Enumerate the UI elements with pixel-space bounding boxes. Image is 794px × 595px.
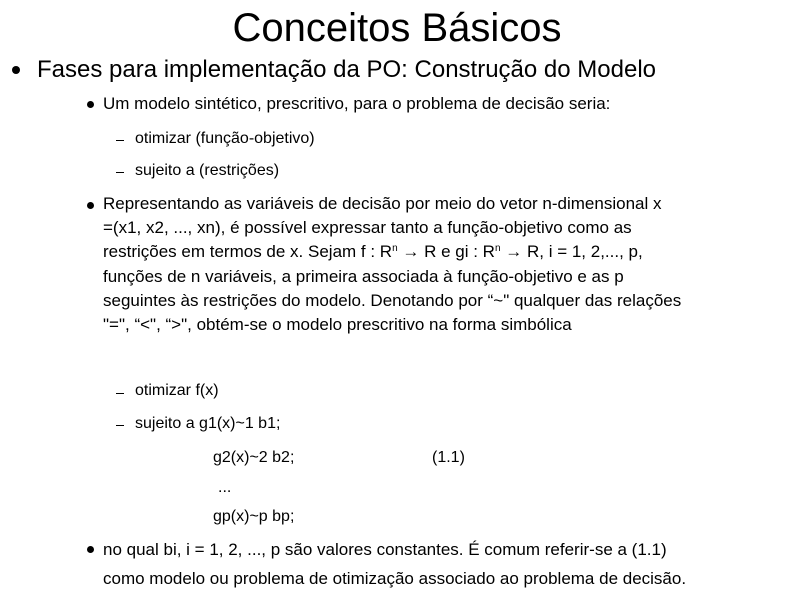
closing-line: como modelo ou problema de otimização associado ao problema de decisão. [103,569,687,588]
superscript: n [392,243,398,255]
dash-icon [116,425,124,426]
dash-icon [116,140,124,141]
closing-line: no qual bi, i = 1, 2, ..., p são valores constantes. É comum referir-se a (1.1) [103,540,667,559]
bullet-icon [87,101,94,108]
model-constraint-2: g2(x)~2 b2; [213,449,295,466]
level1-heading: Fases para implementação da PO: Construção do Modelo [37,56,656,83]
paragraph-line: seguintes às restrições do modelo. Denotando por “~" qualquer das relações [103,290,682,310]
model-constraint-p: gp(x)~p bp; [213,508,295,525]
intro-text: Um modelo sintético, prescritivo, para o problema de decisão seria: [103,94,611,113]
paragraph-fragment: → R, i = 1, 2,..., p, [500,242,643,262]
dash-icon [116,393,124,394]
model-ellipsis: ... [218,479,232,496]
dash-icon [116,172,124,173]
model-constraint-1: sujeito a g1(x)~1 b1; [135,415,281,432]
bullet-icon [87,546,94,553]
paragraph-line: Representando as variáveis de decisão por meio do vetor n-dimensional x [103,194,662,213]
paragraph-line: "=", “<", “>", obtém-se o modelo prescritivo na forma simbólica [103,315,572,335]
bullet-icon [87,202,94,209]
paragraph-fragment: restrições em termos de x. Sejam f : R [103,242,393,262]
equation-number: (1.1) [432,449,465,466]
paragraph-fragment: → R e gi : R [397,242,495,262]
paragraph-line: funções de n variáveis, a primeira associada à função-objetivo e as p [103,266,624,286]
intro-item-constraints: sujeito a (restrições) [135,162,280,179]
paragraph [103,192,789,337]
slide-title: Conceitos Básicos [232,6,562,50]
paragraph-line: =(x1, x2, ..., xn), é possível expressar tanto a função-objetivo como as [103,218,632,238]
bullet-icon [12,66,20,74]
closing-paragraph [103,535,793,593]
superscript: n [494,243,501,255]
paragraph-line [103,240,789,264]
intro-item-objective: otimizar (função-objetivo) [135,130,315,147]
model-objective: otimizar f(x) [135,382,219,399]
